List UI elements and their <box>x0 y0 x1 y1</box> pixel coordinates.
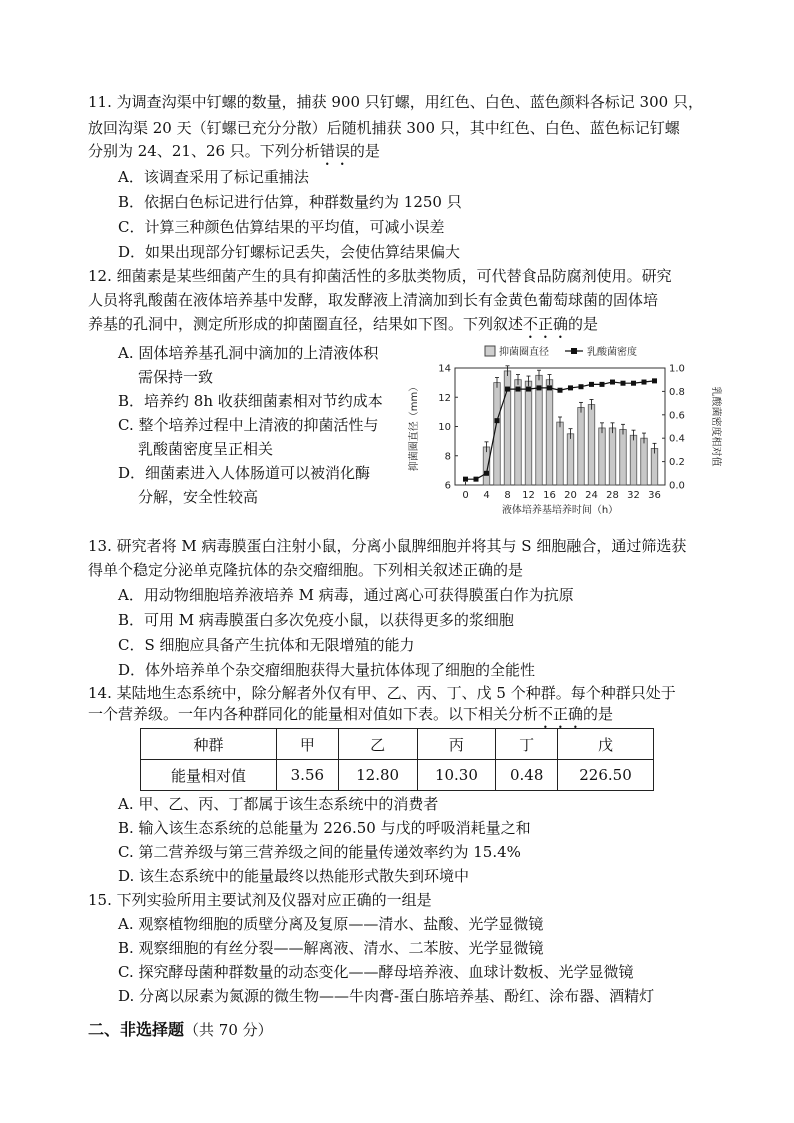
density-point <box>495 418 500 423</box>
density-point <box>558 388 563 393</box>
y-axis-label: 抑菌圈直径（mm） <box>409 381 420 472</box>
table-cell: 10.30 <box>417 760 496 791</box>
table-cell: 能量相对值 <box>141 760 277 791</box>
density-point <box>589 382 594 387</box>
bar <box>599 428 606 485</box>
q15-option-c: C. 探究酵母菌种群数量的动态变化——酵母培养液、血球计数板、光学显微镜 <box>118 963 634 981</box>
bar <box>641 438 648 485</box>
table-header-cell: 戊 <box>558 729 654 760</box>
density-point <box>526 387 531 392</box>
x-tick-label: 28 <box>606 490 619 501</box>
bar <box>515 380 522 485</box>
q12-emphasis: 不正确 <box>523 315 569 333</box>
density-point <box>652 378 657 383</box>
density-point <box>600 382 605 387</box>
q11-option-c: C．计算三种颜色估算结果的平均值，可减小误差 <box>118 218 445 236</box>
q13-option-b: B．可用 M 病毒膜蛋白多次免疫小鼠，以获得更多的浆细胞 <box>118 611 514 629</box>
bar <box>578 407 585 485</box>
density-point <box>463 477 468 482</box>
q13-option-d: D．体外培养单个杂交瘤细胞获得大量抗体体现了细胞的全能性 <box>118 661 536 679</box>
q14-stem-line1: 14. 某陆地生态系统中，除分解者外仅有甲、乙、丙、丁、戊 5 个种群。每个种群只处于 <box>88 684 676 702</box>
q12-stem-line2: 人员将乳酸菌在液体培养基中发酵，取发酵液上清滴加到长有金黄色葡萄球菌的固体培 <box>88 291 659 309</box>
density-point <box>484 471 489 476</box>
y2-tick-label: 0.4 <box>669 433 685 445</box>
q12-option-d-cont: 分解，安全性较高 <box>138 488 259 506</box>
x-tick-label: 4 <box>483 490 490 501</box>
q15-option-a: A. 观察植物细胞的质壁分离及复原——清水、盐酸、光学显微镜 <box>118 915 544 933</box>
density-point <box>579 384 584 389</box>
x-tick-label: 12 <box>522 490 535 501</box>
density-point <box>516 387 521 392</box>
q11-emphasis: 错误 <box>319 142 350 160</box>
q11-stem-line1: 11. 为调查沟渠中钉螺的数量，捕获 900 只钉螺，用红色、白色、蓝色颜料各标记 300 只， <box>88 93 703 111</box>
table-header-row <box>141 729 654 760</box>
q11-option-a: A．该调查采用了标记重捕法 <box>118 168 309 186</box>
y-tick-label: 12 <box>438 392 451 404</box>
y-tick-label: 6 <box>444 480 451 492</box>
table-header-cell: 种群 <box>141 729 277 760</box>
bar <box>651 448 658 485</box>
q14-emphasis: 不正确 <box>538 705 584 723</box>
bar <box>588 405 595 485</box>
x-axis-label: 液体培养基培养时间（h） <box>501 505 619 516</box>
bar <box>609 428 616 485</box>
density-point <box>547 385 552 390</box>
q11-option-d: D．如果出现部分钉螺标记丢失，会使估算结果偏大 <box>118 243 461 261</box>
table-cell: 3.56 <box>277 760 339 791</box>
q11-stem-line2: 放回沟渠 20 天（钉螺已充分分散）后随机捕获 300 只，其中红色、白色、蓝色标记钉螺 <box>88 119 680 137</box>
q13-stem-line2: 得单个稳定分泌单克隆抗体的杂交瘤细胞。下列相关叙述正确的是 <box>88 561 524 579</box>
q14-option-c: C. 第二营养级与第三营养级之间的能量传递效率约为 15.4% <box>118 843 521 861</box>
energy-table <box>140 728 654 791</box>
y2-tick-label: 0.8 <box>669 386 685 398</box>
table-cell: 226.50 <box>558 760 654 791</box>
legend-label: 抑菌圈直径 <box>499 347 549 358</box>
y-tick-label: 10 <box>438 422 451 433</box>
section-heading: 二、非选择题（共 70 分） <box>88 1020 273 1039</box>
y2-tick-label: 0.6 <box>669 410 685 422</box>
q12-option-c: C. 整个培养过程中上清液的抑菌活性与 <box>118 416 379 434</box>
q12-option-a: A. 固体培养基孔洞中滴加的上清液体积 <box>118 344 379 362</box>
table-header-cell: 丁 <box>496 729 558 760</box>
q13-option-c: C．S 细胞应具备产生抗体和无限增殖的能力 <box>118 636 415 654</box>
table-cell: 0.48 <box>496 760 558 791</box>
bar <box>525 381 532 485</box>
q12-option-b: B．培养约 8h 收获细菌素相对节约成本 <box>118 392 383 410</box>
q12-stem-line1: 12. 细菌素是某些细菌产生的具有抑菌活性的多肽类物质，可代替食品防腐剂使用。研究 <box>88 267 672 285</box>
y2-tick-label: 1.0 <box>669 363 685 375</box>
table-header-cell: 甲 <box>277 729 339 760</box>
bar <box>557 422 564 485</box>
x-tick-label: 32 <box>627 490 640 501</box>
density-point <box>642 380 647 385</box>
x-tick-label: 0 <box>462 490 469 501</box>
density-point <box>621 381 626 386</box>
x-tick-label: 36 <box>648 490 661 501</box>
q13-stem-line1: 13. 研究者将 M 病毒膜蛋白注射小鼠，分离小鼠脾细胞并将其与 S 细胞融合，通过筛选获 <box>88 537 687 555</box>
x-tick-label: 24 <box>585 490 598 501</box>
table-header-cell: 乙 <box>338 729 417 760</box>
density-point <box>568 385 573 390</box>
x-tick-label: 16 <box>543 490 556 501</box>
q15-option-b: B. 观察细胞的有丝分裂——解离液、清水、二苯胺、光学显微镜 <box>118 939 544 957</box>
bar <box>483 447 490 485</box>
q11-stem-line3: 分别为 24、21、26 只。下列分析错误的是 <box>88 142 380 160</box>
bar <box>546 380 553 485</box>
q14-option-b: B. 输入该生态系统的总能量为 226.50 与戊的呼吸消耗量之和 <box>118 819 531 837</box>
y-tick-label: 8 <box>444 451 451 463</box>
legend-bar-swatch <box>485 346 495 356</box>
legend-label: 乳酸菌密度 <box>587 347 637 358</box>
q12-option-a-cont: 需保持一致 <box>138 368 214 386</box>
q14-option-d: D. 该生态系统中的能量最终以热能形式散失到环境中 <box>118 867 470 885</box>
y-tick-label: 14 <box>438 363 451 375</box>
q15-option-d: D. 分离以尿素为氮源的微生物——牛肉膏-蛋白胨培养基、酚红、涂布器、酒精灯 <box>118 987 655 1005</box>
q12-option-c-cont: 乳酸菌密度呈正相关 <box>138 440 274 458</box>
density-point <box>537 385 542 390</box>
y2-axis-label: 乳酸菌密度相对值 <box>710 386 721 467</box>
bar <box>630 435 637 485</box>
table-row <box>141 760 654 791</box>
density-point <box>631 381 636 386</box>
q12-stem-line3: 养基的孔洞中，测定所形成的抑菌圈直径，结果如下图。下列叙述不正确的是 <box>88 315 599 333</box>
bar <box>567 434 574 485</box>
x-tick-label: 8 <box>504 490 511 501</box>
table-cell: 12.80 <box>338 760 417 791</box>
legend-line-marker <box>571 348 577 354</box>
q13-option-a: A．用动物细胞培养液培养 M 病毒，通过离心可获得膜蛋白作为抗原 <box>118 586 574 604</box>
y2-tick-label: 0.2 <box>669 457 685 469</box>
q14-option-a: A. 甲、乙、丙、丁都属于该生态系统中的消费者 <box>118 795 439 813</box>
q15-stem: 15. 下列实验所用主要试剂及仪器对应正确的一组是 <box>88 891 432 909</box>
table-header-cell: 丙 <box>417 729 496 760</box>
q14-stem-line2: 一个营养级。一年内各种群同化的能量相对值如下表。以下相关分析不正确的是 <box>88 705 614 723</box>
density-point <box>474 477 479 482</box>
bar <box>620 429 627 485</box>
bacteriocin-chart <box>405 340 725 530</box>
y2-tick-label: 0.0 <box>669 480 685 492</box>
x-tick-label: 20 <box>564 490 577 501</box>
density-point <box>505 387 510 392</box>
q11-option-b: B．依据白色标记进行估算，种群数量约为 1250 只 <box>118 193 462 211</box>
bar <box>536 375 543 485</box>
q12-option-d: D．细菌素进入人体肠道可以被消化酶 <box>118 464 371 482</box>
density-point <box>610 380 615 385</box>
